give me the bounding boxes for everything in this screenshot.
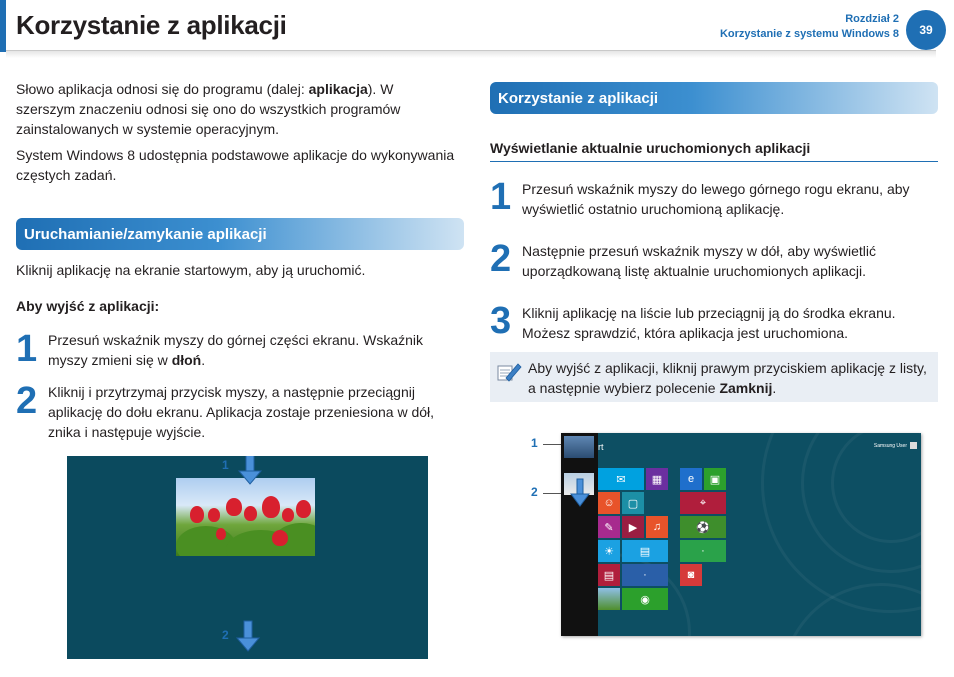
avatar [910, 442, 917, 449]
close-app-screenshot [67, 456, 428, 659]
left-step-1-text: Przesuń wskaźnik myszy do górnej części ekranu. Wskaźnik myszy zmieni się w dłoń. [48, 332, 424, 368]
tile-video[interactable]: ▶ [622, 516, 644, 538]
figure2-callout-label-2: 2 [531, 485, 538, 499]
exit-subheading: Aby wyjść z aplikacji: [16, 298, 160, 314]
start-title-fragment: rt [598, 442, 604, 452]
tile-sport[interactable]: ⚽ [680, 516, 726, 538]
intro-paragraph-2: System Windows 8 udostępnia podstawowe aplikacje do wykonywania częstych zadań. [16, 147, 455, 183]
chapter-number: Rozdział 2 [845, 13, 899, 25]
note-box [490, 352, 938, 402]
tile-finance[interactable]: · [680, 540, 726, 562]
tile-photos[interactable]: ▢ [622, 492, 644, 514]
tulip-app-image [176, 478, 315, 556]
subheading-underline [490, 161, 938, 162]
intro-bold-term: aplikacja [308, 81, 368, 97]
tile-calendar[interactable]: ▦ [646, 468, 668, 490]
tile-weather[interactable]: ☀ [598, 540, 620, 562]
intro-paragraph-1: Słowo aplikacja odnosi się do programu (dalej: aplikacja). W szerszym znaczeniu odnosi się ono do wszystkich programów zainstalowanych w systemie operacyjnym. [16, 81, 401, 137]
tile-messaging[interactable]: ✎ [598, 516, 620, 538]
down-arrow-icon [237, 456, 263, 486]
note-text: Aby wyjść z aplikacji, kliknij prawym przyciskiem aplikację z listy, a następnie wybierz polecenie Zamknij. [528, 360, 927, 396]
figure1-arrow-label-1: 1 [222, 458, 229, 472]
tile-camera[interactable]: ◙ [680, 564, 702, 586]
page-number-badge: 39 [906, 10, 946, 50]
tile-people[interactable]: ☺ [598, 492, 620, 514]
tile-mail[interactable]: ✉ [598, 468, 644, 490]
chapter-info [720, 12, 899, 42]
tile-store[interactable]: ▣ [704, 468, 726, 490]
page-title: Korzystanie z aplikacji [16, 10, 287, 40]
tile-desktop[interactable]: · [622, 564, 668, 586]
tile-ie[interactable]: e [680, 468, 702, 490]
down-arrow-icon [235, 619, 261, 653]
right-step-1-text: Przesuń wskaźnik myszy do lewego górnego rogu ekranu, aby wyświetlić ostatnio uruchomioną aplikację. [522, 181, 910, 217]
figure1-arrow-label-2: 2 [222, 628, 229, 642]
user-name: Samsung User [873, 443, 907, 449]
switcher-thumb-1[interactable] [564, 436, 594, 458]
left-step-1-number: 1 [16, 328, 38, 370]
switcher-screenshot [561, 433, 921, 636]
tile-maps[interactable]: ⌖ [680, 492, 726, 514]
section-heading-using-apps: Korzystanie z aplikacji [490, 82, 938, 114]
tile-games[interactable]: ◉ [622, 588, 668, 610]
tile-desktop-image[interactable] [598, 588, 620, 610]
app-switcher-bar[interactable] [561, 433, 598, 636]
left-step-2-text: Kliknij i przytrzymaj przycisk myszy, a następnie przeciągnij aplikację do dołu ekranu. Aplikacja zostaje przeniesiona w dół, znika i następuje wyjście. [48, 384, 435, 440]
right-step-3-number: 3 [490, 300, 512, 342]
running-apps-subheading: Wyświetlanie aktualnie uruchomionych aplikacji [490, 140, 811, 156]
right-step-3-text: Kliknij aplikację na liście lub przeciągnij ją do środka ekranu. Możesz sprawdzić, która aplikacja jest uruchomiona. [522, 305, 896, 341]
down-arrow-icon [569, 478, 591, 508]
left-step-2-number: 2 [16, 380, 38, 422]
right-step-1-number: 1 [490, 176, 512, 218]
header-accent-bar [0, 0, 6, 52]
tile-travel[interactable]: ▤ [622, 540, 668, 562]
right-step-2-number: 2 [490, 238, 512, 280]
header-divider [6, 50, 936, 58]
note-bold-command: Zamknij [719, 380, 773, 396]
note-pencil-icon [496, 360, 522, 384]
launch-instruction: Kliknij aplikację na ekranie startowym, aby ją uruchomić. [16, 262, 366, 278]
figure2-callout-label-1: 1 [531, 436, 538, 450]
chapter-title: Korzystanie z systemu Windows 8 [719, 28, 899, 40]
section-heading-launch-close: Uruchamianie/zamykanie aplikacji [16, 218, 464, 250]
right-step-2-text: Następnie przesuń wskaźnik myszy w dół, aby wyświetlić uporządkowaną listę aktualnie uruchomionych aplikacji. [522, 243, 877, 279]
tile-music[interactable]: ♫ [646, 516, 668, 538]
tile-news[interactable]: ▤ [598, 564, 620, 586]
